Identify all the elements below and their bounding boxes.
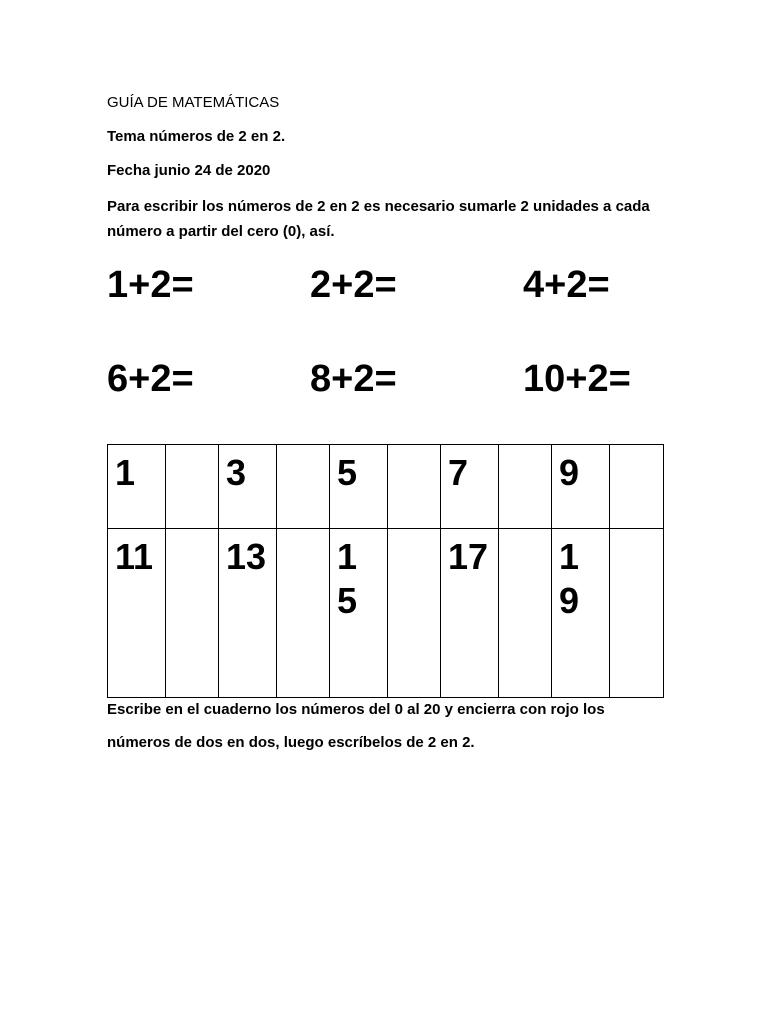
table-cell — [330, 529, 388, 698]
table-row — [108, 445, 664, 529]
worksheet-title: GUÍA DE MATEMÁTICAS — [107, 94, 280, 111]
equation-4: 6+2= — [107, 358, 194, 400]
table-cell: 3 — [219, 445, 277, 529]
table-cell-digit: 1 — [337, 536, 358, 577]
instruction-line-1: Escribe en el cuaderno los números del 0 al 20 y encierra con rojo los — [107, 701, 605, 718]
table-cell — [277, 445, 330, 529]
table-cell — [388, 529, 441, 698]
table-cell — [499, 529, 552, 698]
table-cell — [610, 445, 664, 529]
table-cell: 9 — [552, 445, 610, 529]
number-table — [107, 444, 664, 698]
equation-2: 2+2= — [310, 264, 397, 306]
intro-paragraph: Para escribir los números de 2 en 2 es necesario sumarle 2 unidades a cada número a partir del cero (0), así. — [107, 198, 650, 240]
table-cell: 11 — [108, 529, 166, 698]
table-cell: 7 — [441, 445, 499, 529]
table-cell: 5 — [330, 445, 388, 529]
table-cell — [166, 445, 219, 529]
equation-1: 1+2= — [107, 264, 194, 306]
table-cell-digit: 1 — [559, 536, 580, 577]
table-cell: 17 — [441, 529, 499, 698]
instruction-line-2: números de dos en dos, luego escríbelos de 2 en 2. — [107, 734, 475, 751]
table-cell-digit: 9 — [559, 580, 580, 621]
equation-3: 4+2= — [523, 264, 610, 306]
worksheet-date: Fecha junio 24 de 2020 — [107, 162, 271, 179]
equation-6: 10+2= — [523, 358, 631, 400]
table-cell — [499, 445, 552, 529]
equation-5: 8+2= — [310, 358, 397, 400]
table-cell: 13 — [219, 529, 277, 698]
table-cell — [277, 529, 330, 698]
table-cell-digit: 5 — [337, 580, 358, 621]
table-row — [108, 529, 664, 698]
worksheet-topic: Tema números de 2 en 2. — [107, 128, 286, 145]
table-cell — [552, 529, 610, 698]
table-cell — [388, 445, 441, 529]
table-cell: 1 — [108, 445, 166, 529]
table-cell — [610, 529, 664, 698]
table-cell — [166, 529, 219, 698]
